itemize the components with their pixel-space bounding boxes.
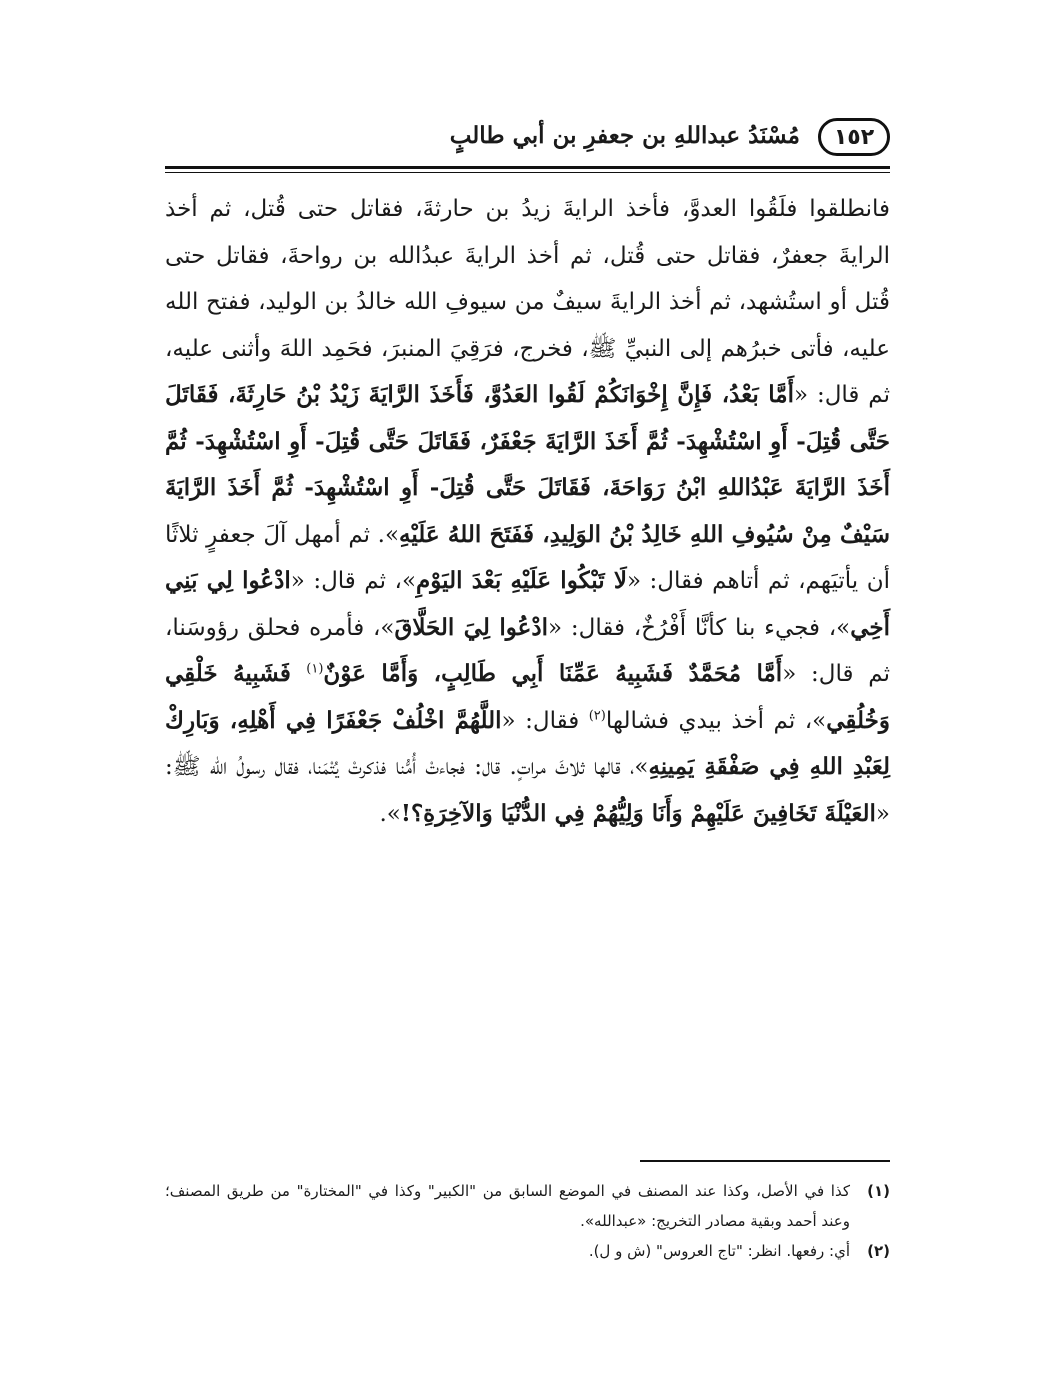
footnote-item	[165, 1236, 890, 1266]
text-segment: ». ثم أمهل آلَ جعفرٍ ثلاثًا أن يأتيَهم، ثم أتاهم فقال: «	[165, 521, 890, 594]
header-rule-thin	[165, 172, 890, 173]
footnote-number: (٢)	[867, 1242, 890, 1260]
page-number: ١٥٢	[818, 118, 890, 156]
footnote-ref[interactable]: (١)	[306, 661, 324, 677]
hadith-quote: العَيْلَةَ تَخَافِينَ عَلَيْهِمْ وَأَنَا وَلِيُّهُمْ فِي الدُّنْيَا وَالآخِرَةِ؟!	[400, 799, 876, 827]
hadith-quote: أَمَّا مُحَمَّدٌ فَشَبِيهُ عَمِّنَا أَبِي طَالِبٍ، وَأَمَّا عَوْنٌ	[323, 660, 783, 687]
hadith-quote: اللَّهُمَّ اخْلُفْ جَعْفَرًا فِي أَهْلِهِ، وَبَارِكْ لِعَبْدِ اللهِ فِي صَفْقَةِ يَمِينِهِ	[165, 706, 891, 780]
text-segment: ».	[379, 800, 401, 827]
footnotes	[165, 1176, 890, 1266]
header-rule-thick	[165, 166, 890, 169]
hadith-quote: أَمَّا بَعْدُ، فَإِنَّ إِخْوَانَكُمْ لَقُوا العَدُوَّ، فَأَخَذَ الرَّايَةَ زَيْدُ بْنُ حَارِثَةَ، فَقَاتَلَ حَتَّى قُتِلَ- أَوِ اسْتُشْهِدَ- ثُمَّ أَخَذَ الرَّايَةَ جَعْفَرٌ، فَقَاتَلَ حَتَّى قُتِلَ- أَوِ اسْتُشْهِدَ- ثُمَّ أَخَذَ الرَّايَةَ عَبْدُاللهِ ابْنُ رَوَاحَةَ، فَقَاتَلَ حَتَّى قُتِلَ- أَوِ اسْتُشْهِدَ- ثُمَّ أَخَذَ الرَّايَةَ سَيْفٌ مِنْ سُيُوفِ اللهِ خَالِدُ بْنُ الوَلِيدِ، فَفَتَحَ اللهُ عَلَيْهِ	[165, 381, 890, 548]
hadith-quote: ادْعُوا لِيَ الحَلَّاقَ	[394, 613, 549, 641]
text-segment: »، ثم قال: «	[290, 568, 417, 594]
text-segment: »، قالها ثلاثَ مراتٍ. قال: فجاءتْ أُمُّنا فذكرتْ يُتْمَنا، فقال رسولُ الله ﷺ: «	[165, 754, 890, 827]
hadith-quote: فَشَبِيهُ خَلْقِي وَخُلُقِي	[165, 660, 890, 734]
text-segment: »، فجيء بنا كأنَّا أَفْرُخٌ، فقال: «	[548, 614, 851, 641]
footnote-ref[interactable]: (٢)	[588, 707, 606, 723]
footnote-text: كذا في الأصل، وكذا عند المصنف في الموضع السابق من "الكبير" وكذا في "المختارة" من طريق المصنف؛ وعند أحمد وبقية مصادر التخريج: «عبدالله».	[165, 1182, 850, 1230]
hadith-quote: ادْعُوا لِي بَنِي أَخِي	[165, 567, 891, 641]
footnote-text: أي: رفعها. انظر: "تاج العروس" (ش و ل).	[588, 1242, 850, 1260]
footnote-item	[165, 1176, 890, 1236]
text-segment: فانطلقوا فلَقُوا العدوَّ، فأخذ الرايةَ زيدُ بن حارثةَ، فقاتل حتى قُتل، ثم أخذ الرايةَ جعفرٌ، فقاتل حتى قُتل، ثم أخذ الرايةَ عبدُالله بن رواحةَ، فقاتل حتى قُتل أو استُشهد، ثم أخذ الرايةَ سيفٌ من سيوفِ الله خالدُ بن الوليد، ففتح الله عليه، فأتى خبرُهم إلى النبيِّ ﷺ، فخرج، فرَقِيَ المنبرَ، فحَمِد اللهَ وأثنى عليه، ثم قال: «	[165, 196, 890, 408]
page-header	[165, 112, 890, 162]
footnote-separator	[640, 1160, 890, 1162]
footnote-number: (١)	[867, 1182, 890, 1200]
main-text	[165, 186, 890, 837]
text-segment: فقال: «	[501, 707, 589, 734]
text-segment: »، فأمره فحلق رؤوسَنا، ثم قال: «	[165, 614, 890, 687]
running-title: مُسْنَدُ عبداللهِ بن جعفرِ بن أبي طالبٍ	[449, 122, 800, 149]
hadith-quote: لَا تَبْكُوا عَلَيْهِ بَعْدَ اليَوْمِ	[416, 567, 627, 594]
text-segment: »، ثم أخذ بيدي فشالها	[605, 707, 827, 734]
